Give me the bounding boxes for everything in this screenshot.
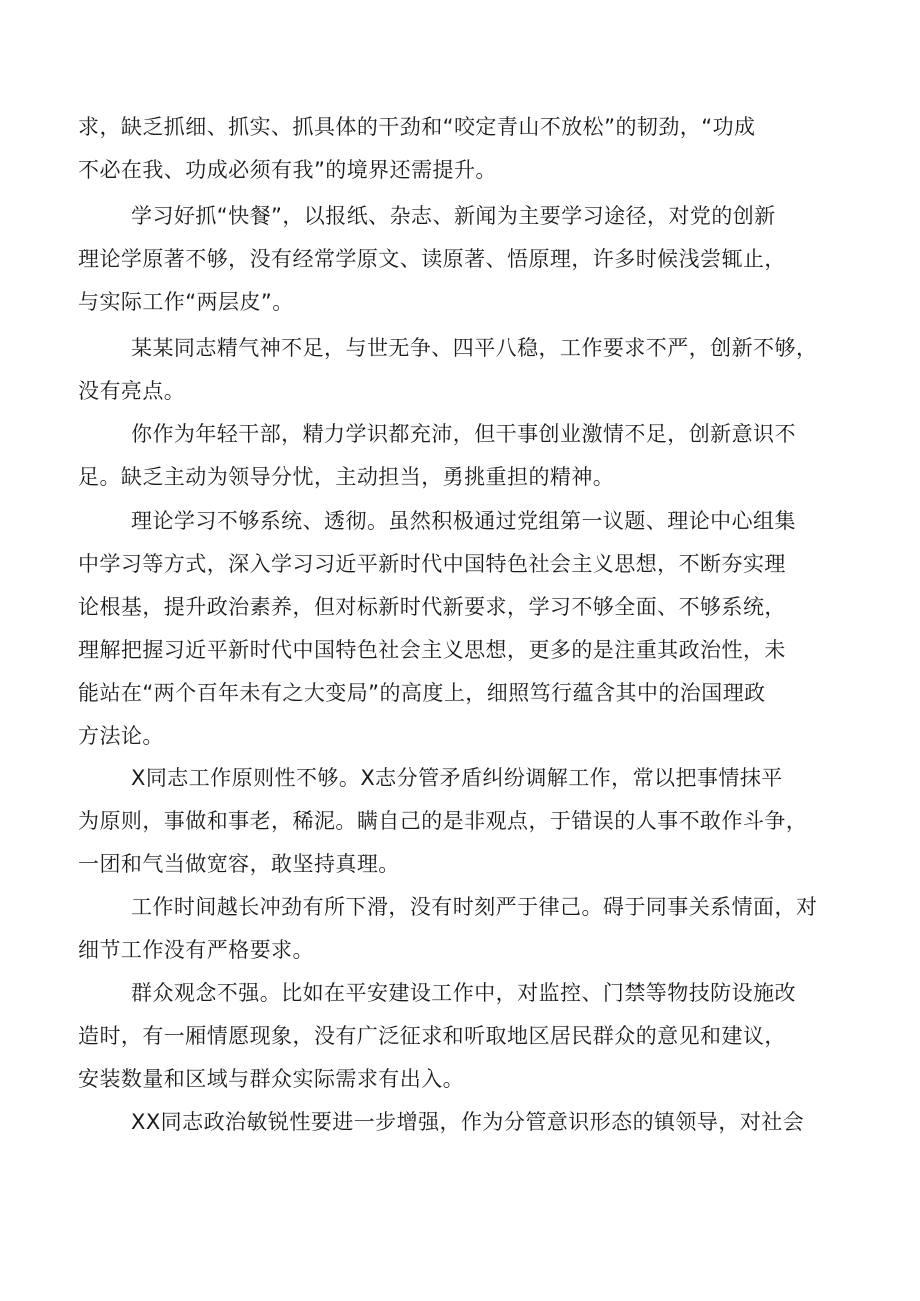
text-line: 工作时间越长冲劲有所下滑，没有时刻严于律己。碍于同事关系情面，对 [131, 895, 818, 919]
text-line: 理解把握习近平新时代中国特色社会主义思想，更多的是注重其政治性，未 [78, 638, 786, 662]
text-line: 你作为年轻干部，精力学识都充沛，但干事创业激情不足，创新意识不 [131, 422, 796, 446]
text-line: 中学习等方式，深入学习习近平新时代中国特色社会主义思想，不断夯实理 [78, 552, 786, 576]
text-line: 为原则，事做和事老，稀泥。瞒自己的是非观点，于错误的人事不敢作斗争， [78, 809, 808, 833]
text-line: 理论学习不够系统、透彻。虽然积极通过党组第一议题、理论中心组集 [131, 509, 796, 533]
text-line: 与实际工作“两层皮”。 [78, 290, 294, 314]
text-line: 学习好抓“快餐”，以报纸、杂志、新闻为主要学习途径，对党的创新 [131, 204, 776, 228]
text-line: 一团和气当做宽容，敢坚持真理。 [78, 852, 400, 876]
text-line: 论根基，提升政治素养，但对标新时代新要求，学习不够全面、不够系统， [78, 595, 786, 619]
text-line: 足。缺乏主动为领导分忧，主动担当，勇挑重担的精神。 [78, 465, 615, 489]
text-line: 没有亮点。 [78, 379, 186, 403]
text-line: 造时，有一厢情愿现象，没有广泛征求和听取地区居民群众的意见和建议， [78, 1024, 786, 1048]
text-line: 理论学原著不够，没有经常学原文、读原著、悟原理，许多时候浅尝辄止， [78, 247, 786, 271]
text-line: 方法论。 [78, 724, 164, 748]
text-line: 安装数量和区域与群众实际需求有出入。 [78, 1067, 465, 1091]
text-line: 能站在“两个百年未有之大变局”的高度上，细照笃行蕴含其中的治国理政 [78, 681, 766, 705]
text-line: X同志工作原则性不够。X志分管矛盾纠纷调解工作，常以把事情抹平 [131, 766, 783, 790]
text-line: 群众观念不强。比如在平安建设工作中，对监控、门禁等物技防设施改 [131, 981, 796, 1005]
text-line: 求，缺乏抓细、抓实、抓具体的干劲和“咬定青山不放松”的韧劲，“功成 [78, 115, 756, 139]
text-line: 不必在我、功成必须有我”的境界还需提升。 [78, 158, 497, 182]
text-line: XX同志政治敏锐性要进一步增强，作为分管意识形态的镇领导，对社会 [131, 1110, 805, 1134]
text-line: 细节工作没有严格要求。 [78, 938, 314, 962]
text-line: 某某同志精气神不足，与世无争、四平八稳，工作要求不严，创新不够， [131, 336, 818, 360]
